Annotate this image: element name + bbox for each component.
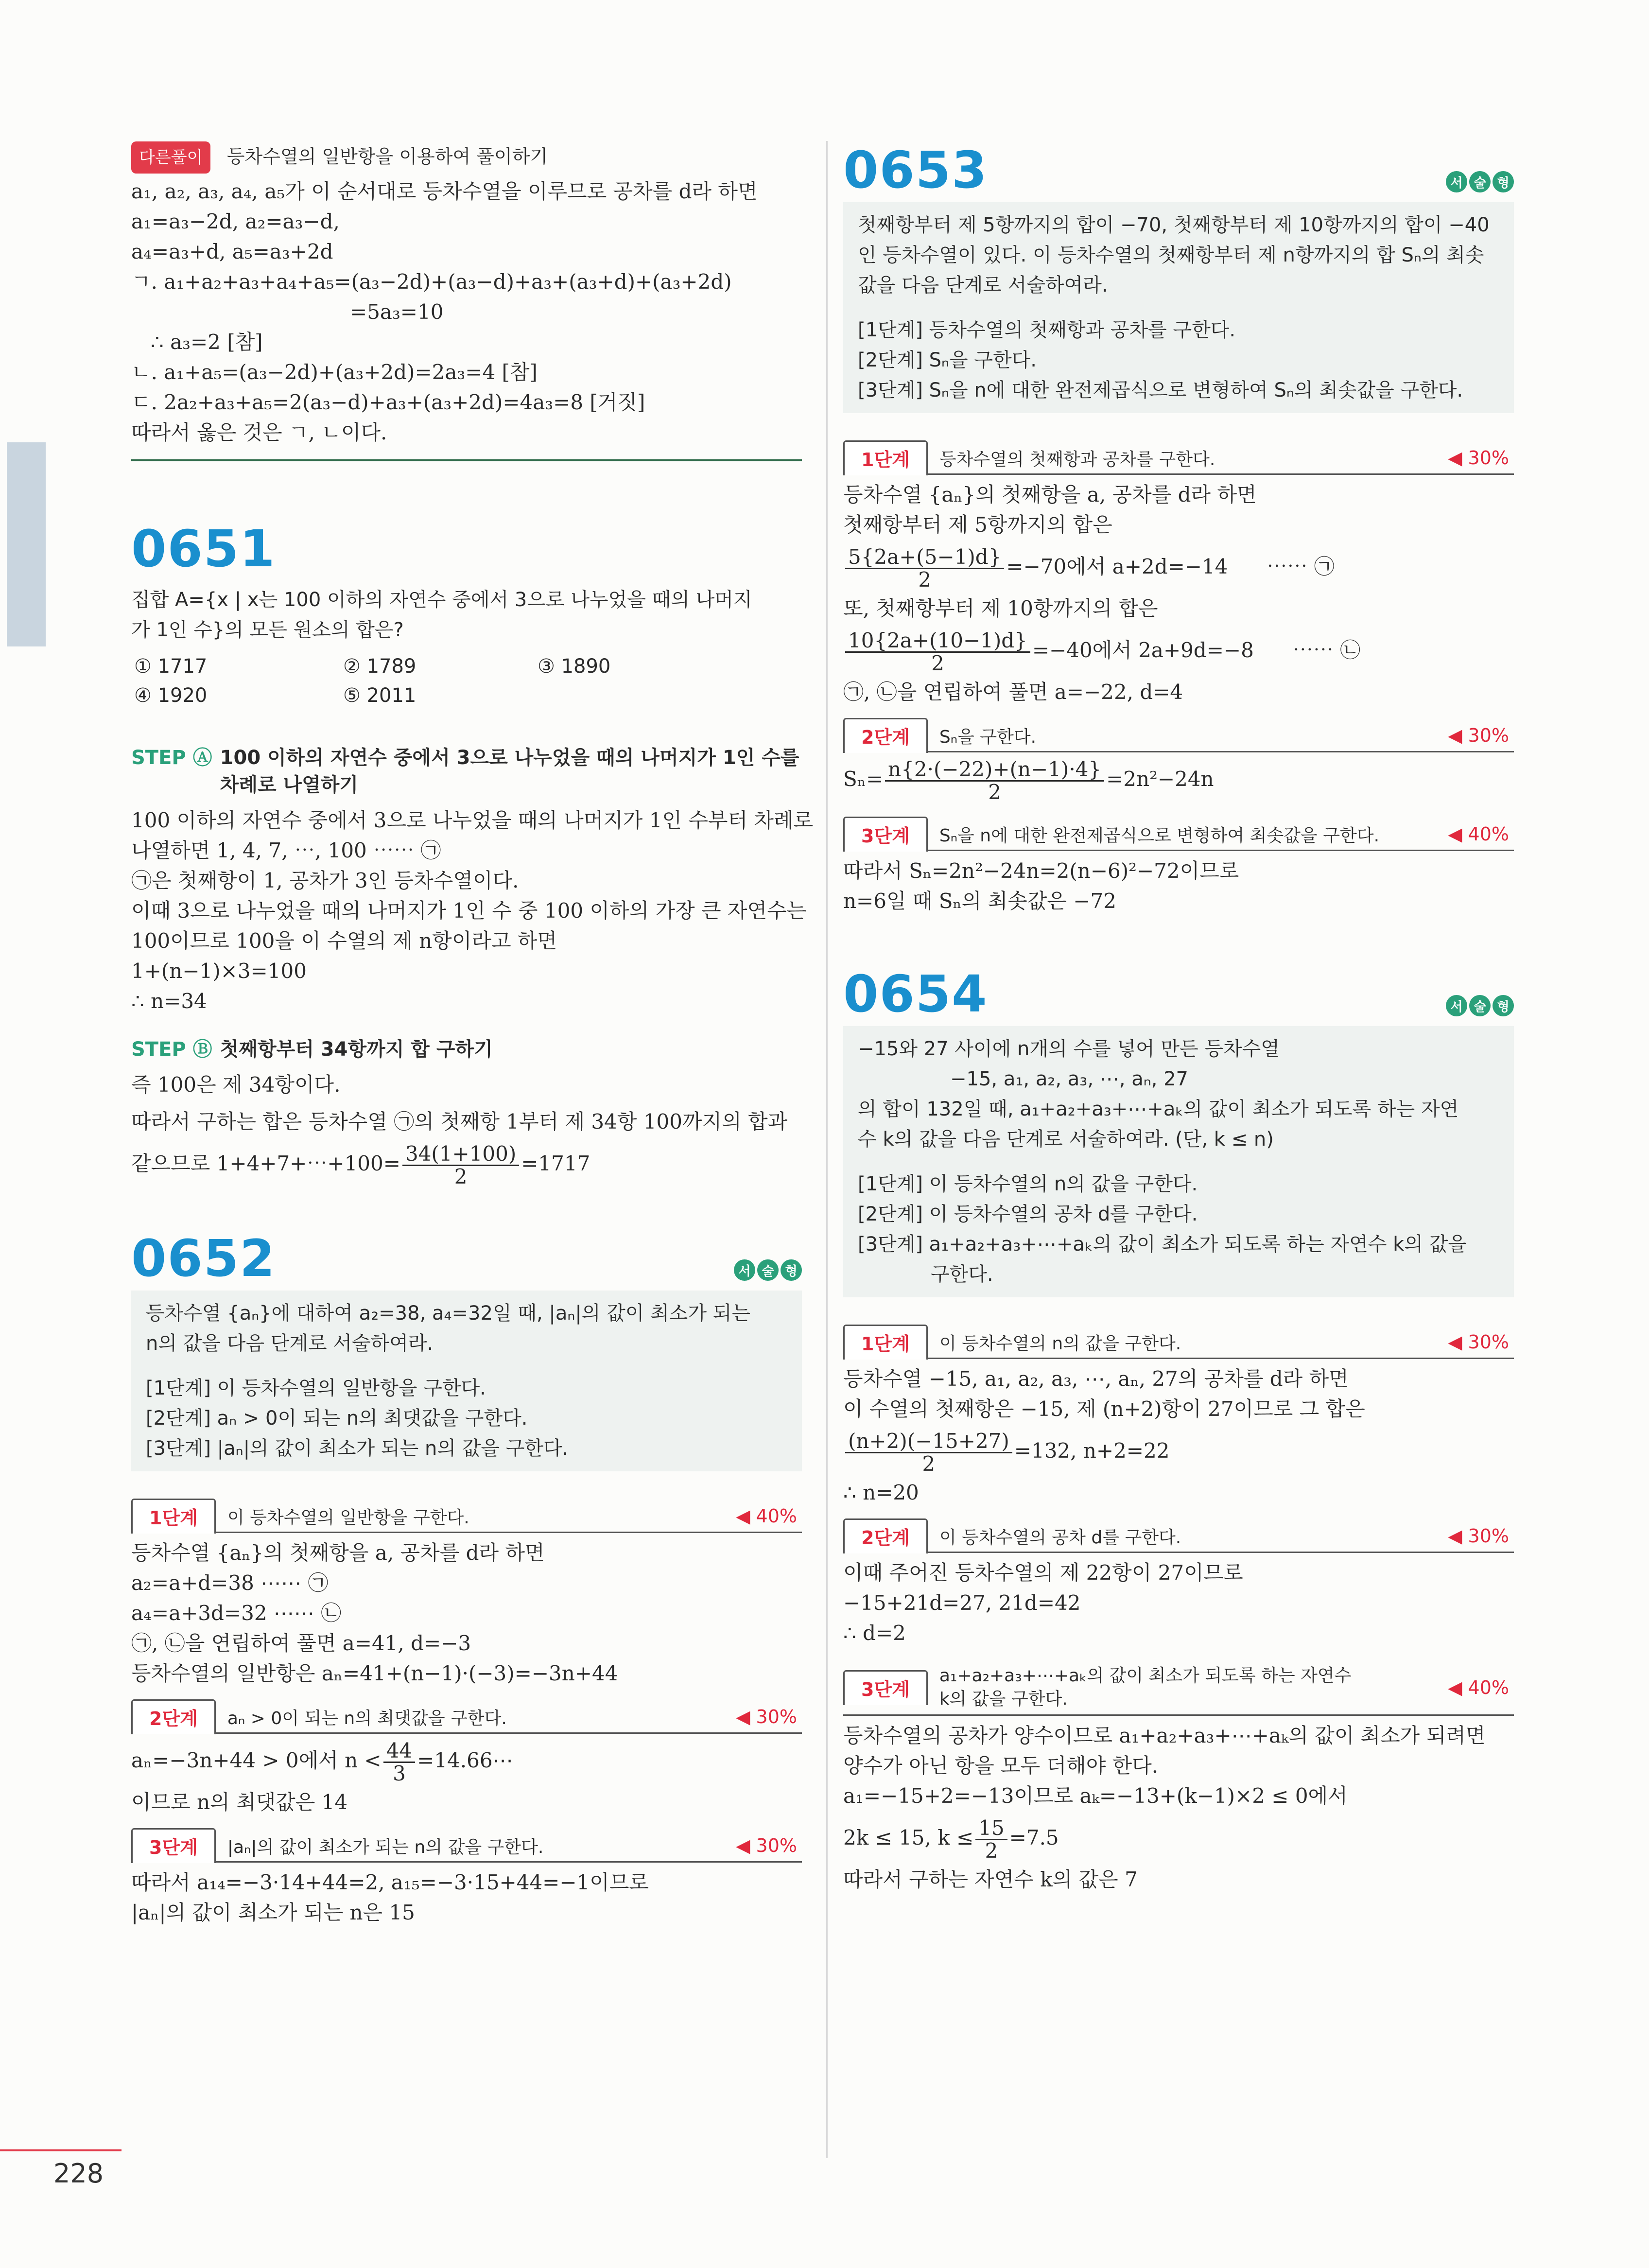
stage-bar [843, 720, 1514, 752]
page-number-rule [0, 2149, 122, 2151]
stage-tag: 3단계 [131, 1828, 216, 1863]
badge-char: 형 [1493, 171, 1514, 192]
stage-bar [131, 1830, 802, 1863]
stage-bar [843, 1326, 1514, 1359]
column-divider [826, 141, 828, 2158]
choice-5[interactable]: ⑤ 2011 [343, 684, 417, 707]
step-a-heading [131, 744, 802, 799]
stage-tag: 2단계 [843, 1518, 928, 1553]
stage-desc: Sₙ을 구한다. [939, 727, 1037, 747]
frac-post: =1717 [521, 1151, 590, 1175]
solution-line: 100 이하의 자연수 중에서 3으로 나누었을 때의 나머지가 1인 수부터 차례로 [131, 808, 814, 832]
alt-line: 따라서 옳은 것은 ㄱ, ㄴ이다. [131, 420, 387, 444]
left-column [131, 141, 814, 1928]
badge-char: 형 [781, 1259, 802, 1281]
solution-line-frac [843, 624, 1514, 677]
badge-char: 형 [1493, 995, 1514, 1016]
alt-line: ㄱ. a₁+a₂+a₃+a₄+a₅=(a₃−2d)+(a₃−d)+a₃+(a₃+d)+(a₃+2d) [131, 270, 732, 294]
step-instruction: [2단계] aₙ > 0이 되는 n의 최댓값을 구한다. [146, 1407, 528, 1430]
solution-line: 또, 첫째항부터 제 10항까지의 합은 [843, 596, 1158, 620]
solution-line: 1+(n−1)×3=100 [131, 959, 307, 983]
frac-den: 2 [931, 651, 944, 675]
stage-desc: aₙ > 0이 되는 n의 최댓값을 구한다. [227, 1708, 507, 1728]
solution-line: 등차수열 {aₙ}의 첫째항을 a, 공차를 d라 하면 [131, 1541, 545, 1565]
frac-post: =132, n+2=22 [1014, 1439, 1170, 1463]
solution-line: a₁=−15+2=−13이므로 aₖ=−13+(k−1)×2 ≤ 0에서 [843, 1784, 1348, 1808]
step-text: 첫째항부터 34항까지 합 구하기 [220, 1038, 493, 1061]
question-line: 수 k의 값을 다음 단계로 서술하여라. (단, k ≤ n) [858, 1128, 1274, 1151]
step-text: 100 이하의 자연수 중에서 3으로 나누었을 때의 나머지가 1인 수를 차례로 나열하기 [220, 747, 799, 796]
frac-pre: 같으므로 1+4+7+⋯+100= [131, 1151, 400, 1175]
alt-line: a₄=a₃+d, a₅=a₃+2d [131, 240, 333, 263]
solution-line: 이때 3으로 나누었을 때의 나머지가 1인 수 중 100 이하의 가장 큰 자연수는 [131, 899, 807, 923]
stage-pct: ◀ 30% [1448, 447, 1509, 469]
seosul-badge [734, 1259, 802, 1281]
frac-num: n{2·(−22)+(n−1)·4} [885, 759, 1104, 782]
question-box [843, 1026, 1514, 1297]
badge-char: 술 [1469, 171, 1491, 192]
frac-post: =14.66⋯ [417, 1748, 513, 1772]
step-instruction: [1단계] 이 등차수열의 n의 값을 구한다. [858, 1173, 1198, 1195]
step-instruction: [2단계] Sₙ을 구한다. [858, 349, 1037, 371]
solution-line-frac [843, 1811, 1514, 1865]
solution-line: 따라서 a₁₄=−3·14+44=2, a₁₅=−3·15+44=−1이므로 [131, 1870, 649, 1894]
step-instruction: [3단계] a₁+a₂+a₃+⋯+aₖ의 값이 최소가 되도록 하는 자연수 k의 값을 [858, 1233, 1467, 1256]
solution-line: a₂=a+d=38 ⋯⋯ ㉠ [131, 1571, 329, 1595]
stage-desc: 이 등차수열의 공차 d를 구한다. [939, 1527, 1181, 1548]
solution-line-frac [131, 1137, 802, 1190]
stage-tag: 1단계 [843, 440, 928, 475]
solution-line: 이므로 n의 최댓값은 14 [131, 1790, 348, 1814]
question-line: −15와 27 사이에 n개의 수를 넣어 만든 등차수열 [858, 1038, 1280, 1060]
step-instruction: [2단계] 이 등차수열의 공차 d를 구한다. [858, 1203, 1198, 1225]
stage-pct: ◀ 30% [736, 1706, 797, 1727]
problem-number: 0653 [843, 140, 988, 200]
stage-tag: 3단계 [843, 817, 928, 852]
solution-line: 따라서 구하는 자연수 k의 값은 7 [843, 1867, 1138, 1891]
frac-num: 15 [975, 1817, 1007, 1840]
frac-num: 5{2a+(5−1)d} [845, 546, 1004, 569]
solution-line: 등차수열 −15, a₁, a₂, a₃, ⋯, aₙ, 27의 공차를 d라 하면 [843, 1367, 1349, 1391]
solution-line: 등차수열 {aₙ}의 첫째항을 a, 공차를 d라 하면 [843, 483, 1257, 506]
question-line: 등차수열 {aₙ}에 대하여 a₂=38, a₄=32일 때, |aₙ|의 값이 최소가 되는 [146, 1302, 751, 1325]
step-instruction: [3단계] Sₙ을 n에 대한 완전제곱식으로 변형하여 Sₙ의 최솟값을 구한다. [858, 379, 1463, 401]
problem-0654 [843, 965, 1514, 1895]
badge-char: 술 [1469, 995, 1491, 1016]
stage-bar [843, 442, 1514, 475]
stage-bar [843, 1520, 1514, 1553]
solution-line-frac [843, 540, 1514, 593]
badge-char: 술 [757, 1259, 779, 1281]
question-box [131, 1291, 802, 1471]
stage-bar [843, 819, 1514, 851]
equation-mark: ⋯⋯ ㉡ [1292, 638, 1361, 662]
question-line: 인 등차수열이 있다. 이 등차수열의 첫째항부터 제 n항까지의 합 Sₙ의 최솟 [858, 244, 1484, 266]
question-line: 가 1인 수}의 모든 원소의 합은? [131, 619, 404, 641]
solution-line: 이 수열의 첫째항은 −15, 제 (n+2)항이 27이므로 그 합은 [843, 1397, 1365, 1421]
question-line: 첫째항부터 제 5항까지의 합이 −70, 첫째항부터 제 10항까지의 합이 −40 [858, 214, 1490, 236]
frac-post: =−40에서 2a+9d=−8 [1032, 638, 1254, 662]
frac-den: 3 [393, 1761, 406, 1785]
stage-desc: 이 등차수열의 일반항을 구한다. [227, 1507, 469, 1528]
alt-line: a₁, a₂, a₃, a₄, a₅가 이 순서대로 등차수열을 이루므로 공차를 d라 하면 [131, 179, 758, 203]
question-box [843, 202, 1514, 413]
solution-line-frac [843, 1424, 1514, 1478]
question-line: 값을 다음 단계로 서술하여라. [858, 274, 1108, 297]
frac-post: =2n²−24n [1106, 767, 1214, 791]
stage-tag: 2단계 [131, 1699, 216, 1734]
stage-tag: 2단계 [843, 718, 928, 753]
stage-pct: ◀ 30% [1448, 1331, 1509, 1353]
alt-solution-title: 등차수열의 일반항을 이용하여 풀이하기 [226, 146, 548, 167]
step-instruction: [3단계] |aₙ|의 값이 최소가 되는 n의 값을 구한다. [146, 1437, 569, 1460]
stage-desc [939, 1664, 1448, 1711]
solution-line: 따라서 구하는 합은 등차수열 ㉠의 첫째항 1부터 제 34항 100까지의 합과 [131, 1110, 788, 1134]
frac-num: (n+2)(−15+27) [845, 1431, 1012, 1453]
step-label: STEP Ⓑ [131, 1038, 212, 1061]
frac-den: 2 [454, 1164, 468, 1188]
solution-line: 100이므로 100을 이 수열의 제 n항이라고 하면 [131, 929, 557, 953]
solution-line: a₄=a+3d=32 ⋯⋯ ㉡ [131, 1601, 342, 1625]
problem-0652 [131, 1229, 802, 1928]
solution-line: 나열하면 1, 4, 7, ⋯, 100 ⋯⋯ ㉠ [131, 838, 441, 862]
alt-line: =5a₃=10 [350, 300, 444, 324]
solution-line: 따라서 Sₙ=2n²−24n=2(n−6)²−72이므로 [843, 859, 1239, 883]
step-label: STEP Ⓐ [131, 747, 212, 769]
alt-line: ∴ a₃=2 [참] [151, 330, 263, 354]
stage-bar [843, 1661, 1514, 1716]
stage-desc: 등차수열의 첫째항과 공차를 구한다. [939, 449, 1215, 470]
badge-char: 서 [1446, 995, 1467, 1016]
equation-mark: ⋯⋯ ㉠ [1267, 555, 1335, 578]
solution-line: n=6일 때 Sₙ의 최솟값은 −72 [843, 889, 1116, 913]
step-instruction: [1단계] 등차수열의 첫째항과 공차를 구한다. [858, 319, 1236, 341]
frac-num: 44 [383, 1740, 415, 1763]
choice-4[interactable]: ④ 1920 [134, 684, 208, 707]
solution-line: 이때 주어진 등차수열의 제 22항이 27이므로 [843, 1561, 1243, 1585]
solution-line: −15+21d=27, 21d=42 [843, 1591, 1081, 1615]
alt-line: a₁=a₃−2d, a₂=a₃−d, [131, 209, 340, 233]
problem-0651 [131, 519, 814, 1190]
frac-num: 10{2a+(10−1)d} [845, 630, 1030, 653]
solution-line: ∴ n=34 [131, 989, 207, 1013]
frac-pre: Sₙ= [843, 767, 884, 791]
choice-3[interactable]: ③ 1890 [538, 655, 611, 678]
step-instruction: [1단계] 이 등차수열의 일반항을 구한다. [146, 1377, 486, 1399]
question-line: n의 값을 다음 단계로 서술하여라. [146, 1332, 434, 1355]
problem-number: 0654 [843, 964, 988, 1024]
solution-line: ㉠은 첫째항이 1, 공차가 3인 등차수열이다. [131, 869, 519, 892]
stage-pct: ◀ 30% [1448, 725, 1509, 746]
alt-line: ㄷ. 2a₂+a₃+a₅=2(a₃−d)+a₃+(a₃+2d)=4a₃=8 [거짓] [131, 390, 645, 414]
alt-solution [131, 141, 802, 448]
stage-desc: |aₙ|의 값이 최소가 되는 n의 값을 구한다. [227, 1837, 544, 1857]
stage-bar [131, 1500, 802, 1533]
stage-desc: 이 등차수열의 n의 값을 구한다. [939, 1333, 1181, 1354]
frac-den: 2 [985, 1838, 998, 1863]
stage-pct: ◀ 30% [1448, 1525, 1509, 1547]
badge-char: 서 [734, 1259, 755, 1281]
solution-line: 등차수열의 공차가 양수이므로 a₁+a₂+a₃+⋯+aₖ의 값이 최소가 되려면 [843, 1724, 1486, 1747]
problem-number: 0651 [131, 519, 276, 578]
solution-line-frac [131, 1734, 802, 1787]
question-line: −15, a₁, a₂, a₃, ⋯, aₙ, 27 [950, 1068, 1188, 1090]
frac-den: 2 [918, 567, 932, 592]
stage-pct: ◀ 40% [1448, 1677, 1509, 1698]
side-chapter-tab [7, 442, 46, 646]
section-separator [131, 459, 802, 461]
problem-number: 0652 [131, 1229, 276, 1288]
solution-line-frac [843, 752, 1514, 806]
solution-line: 등차수열의 일반항은 aₙ=41+(n−1)·(−3)=−3n+44 [131, 1661, 618, 1685]
frac-pre: aₙ=−3n+44 > 0에서 n < [131, 1748, 382, 1772]
choice-1[interactable]: ① 1717 [134, 655, 208, 678]
stage-pct: ◀ 40% [1448, 823, 1509, 845]
step-b-heading [131, 1036, 802, 1063]
solution-line: ㉠, ㉡을 연립하여 풀면 a=−22, d=4 [843, 680, 1183, 704]
step-instruction: 구한다. [931, 1263, 993, 1286]
problem-0653 [843, 141, 1514, 916]
stage-tag: 3단계 [843, 1670, 928, 1705]
solution-line: ∴ n=20 [843, 1481, 919, 1504]
solution-line: 첫째항부터 제 5항까지의 합은 [843, 513, 1112, 537]
seosul-badge [1446, 171, 1514, 192]
choices [131, 652, 802, 710]
solution-line: 즉 100은 제 34항이다. [131, 1073, 341, 1097]
solution-line: ㉠, ㉡을 연립하여 풀면 a=41, d=−3 [131, 1631, 471, 1655]
seosul-badge [1446, 995, 1514, 1016]
choice-2[interactable]: ② 1789 [343, 655, 417, 678]
stage-pct: ◀ 40% [736, 1505, 797, 1527]
frac-num: 34(1+100) [402, 1143, 519, 1166]
solution-line: ∴ d=2 [843, 1621, 906, 1645]
frac-den: 2 [922, 1451, 936, 1476]
stage-pct: ◀ 30% [736, 1835, 797, 1856]
frac-post: =−70에서 a+2d=−14 [1006, 555, 1228, 578]
stage-desc-line: k의 값을 구한다. [939, 1689, 1068, 1709]
question-line: 집합 A={x | x는 100 이하의 자연수 중에서 3으로 나누었을 때의 나머지 [131, 589, 752, 611]
question-line: 의 합이 132일 때, a₁+a₂+a₃+⋯+aₖ의 값이 최소가 되도록 하는 자연 [858, 1098, 1459, 1120]
stage-tag: 1단계 [843, 1325, 928, 1360]
right-column [843, 141, 1514, 1895]
frac-pre: 2k ≤ 15, k ≤ [843, 1826, 974, 1849]
badge-char: 서 [1446, 171, 1467, 192]
stage-desc: Sₙ을 n에 대한 완전제곱식으로 변형하여 최솟값을 구한다. [939, 825, 1380, 846]
alt-solution-badge: 다른풀이 [131, 141, 210, 174]
frac-den: 2 [988, 780, 1001, 804]
stage-desc-line: a₁+a₂+a₃+⋯+aₖ의 값이 최소가 되도록 하는 자연수 [939, 1666, 1352, 1686]
solution-line: 양수가 아닌 항을 모두 더해야 한다. [843, 1754, 1159, 1778]
solution-line: |aₙ|의 값이 최소가 되는 n은 15 [131, 1901, 415, 1924]
stage-tag: 1단계 [131, 1499, 216, 1534]
alt-line: ㄴ. a₁+a₅=(a₃−2d)+(a₃+2d)=2a₃=4 [참] [131, 360, 538, 384]
page-number: 228 [53, 2158, 104, 2189]
stage-bar [131, 1701, 802, 1734]
frac-post: =7.5 [1009, 1826, 1059, 1849]
